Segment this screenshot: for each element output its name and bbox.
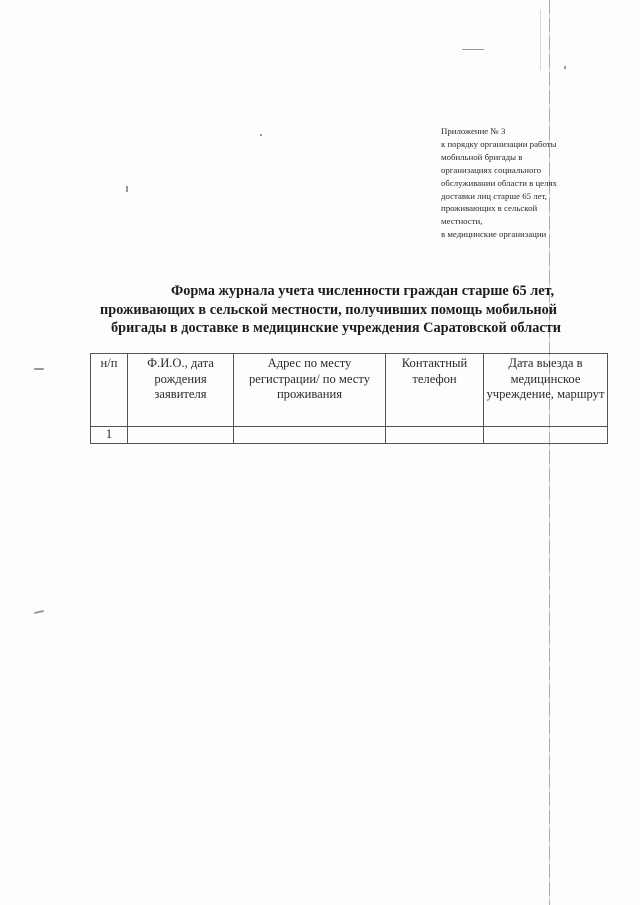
appendix-line: доставки лиц старше 65 лет,: [441, 190, 547, 201]
appendix-line: организациях социального: [441, 164, 542, 175]
scan-smudge: [34, 610, 44, 614]
appendix-line: проживающих в сельской: [441, 203, 538, 214]
journal-table: [90, 353, 608, 444]
title-line-3: бригады в доставке в медицинские учреждения Саратовской области: [111, 320, 561, 336]
scan-smudge: [564, 66, 566, 69]
appendix-note: [441, 125, 601, 241]
table-cell: [386, 427, 484, 444]
title-line-2: проживающих в сельской местности, получивших помощь мобильной: [100, 301, 557, 318]
document-title: [70, 282, 630, 338]
scan-artifact-line: [540, 10, 541, 70]
header-phone: Контактный телефон: [386, 354, 484, 427]
appendix-line: в медицинские организации: [441, 229, 547, 240]
appendix-line: к порядку организации работы: [441, 138, 557, 149]
table-header-row: [91, 354, 608, 427]
appendix-line: мобильной бригады в: [441, 151, 523, 162]
appendix-line: Приложение № 3: [441, 126, 506, 136]
scan-smudge: [34, 368, 44, 370]
table-cell: [234, 427, 386, 444]
scan-smudge: [126, 186, 128, 192]
table-cell: [484, 427, 608, 444]
appendix-line: местности,: [441, 216, 483, 227]
title-line-1: Форма журнала учета численности граждан старше 65 лет,: [171, 283, 555, 299]
table-row: [91, 427, 608, 444]
header-full-name: Ф.И.О., дата рождения заявителя: [128, 354, 234, 427]
header-address: Адрес по месту регистрации/ по месту проживания: [234, 354, 386, 427]
table-cell-number: 1: [91, 427, 128, 444]
appendix-line: обслуживании области в целях: [441, 177, 557, 188]
scan-smudge: [260, 134, 262, 136]
header-departure-date: Дата выезда в медицинское учреждение, маршрут: [484, 354, 608, 427]
header-number: н/п: [91, 354, 128, 427]
table-cell: [128, 427, 234, 444]
scan-smudge: [462, 49, 484, 50]
